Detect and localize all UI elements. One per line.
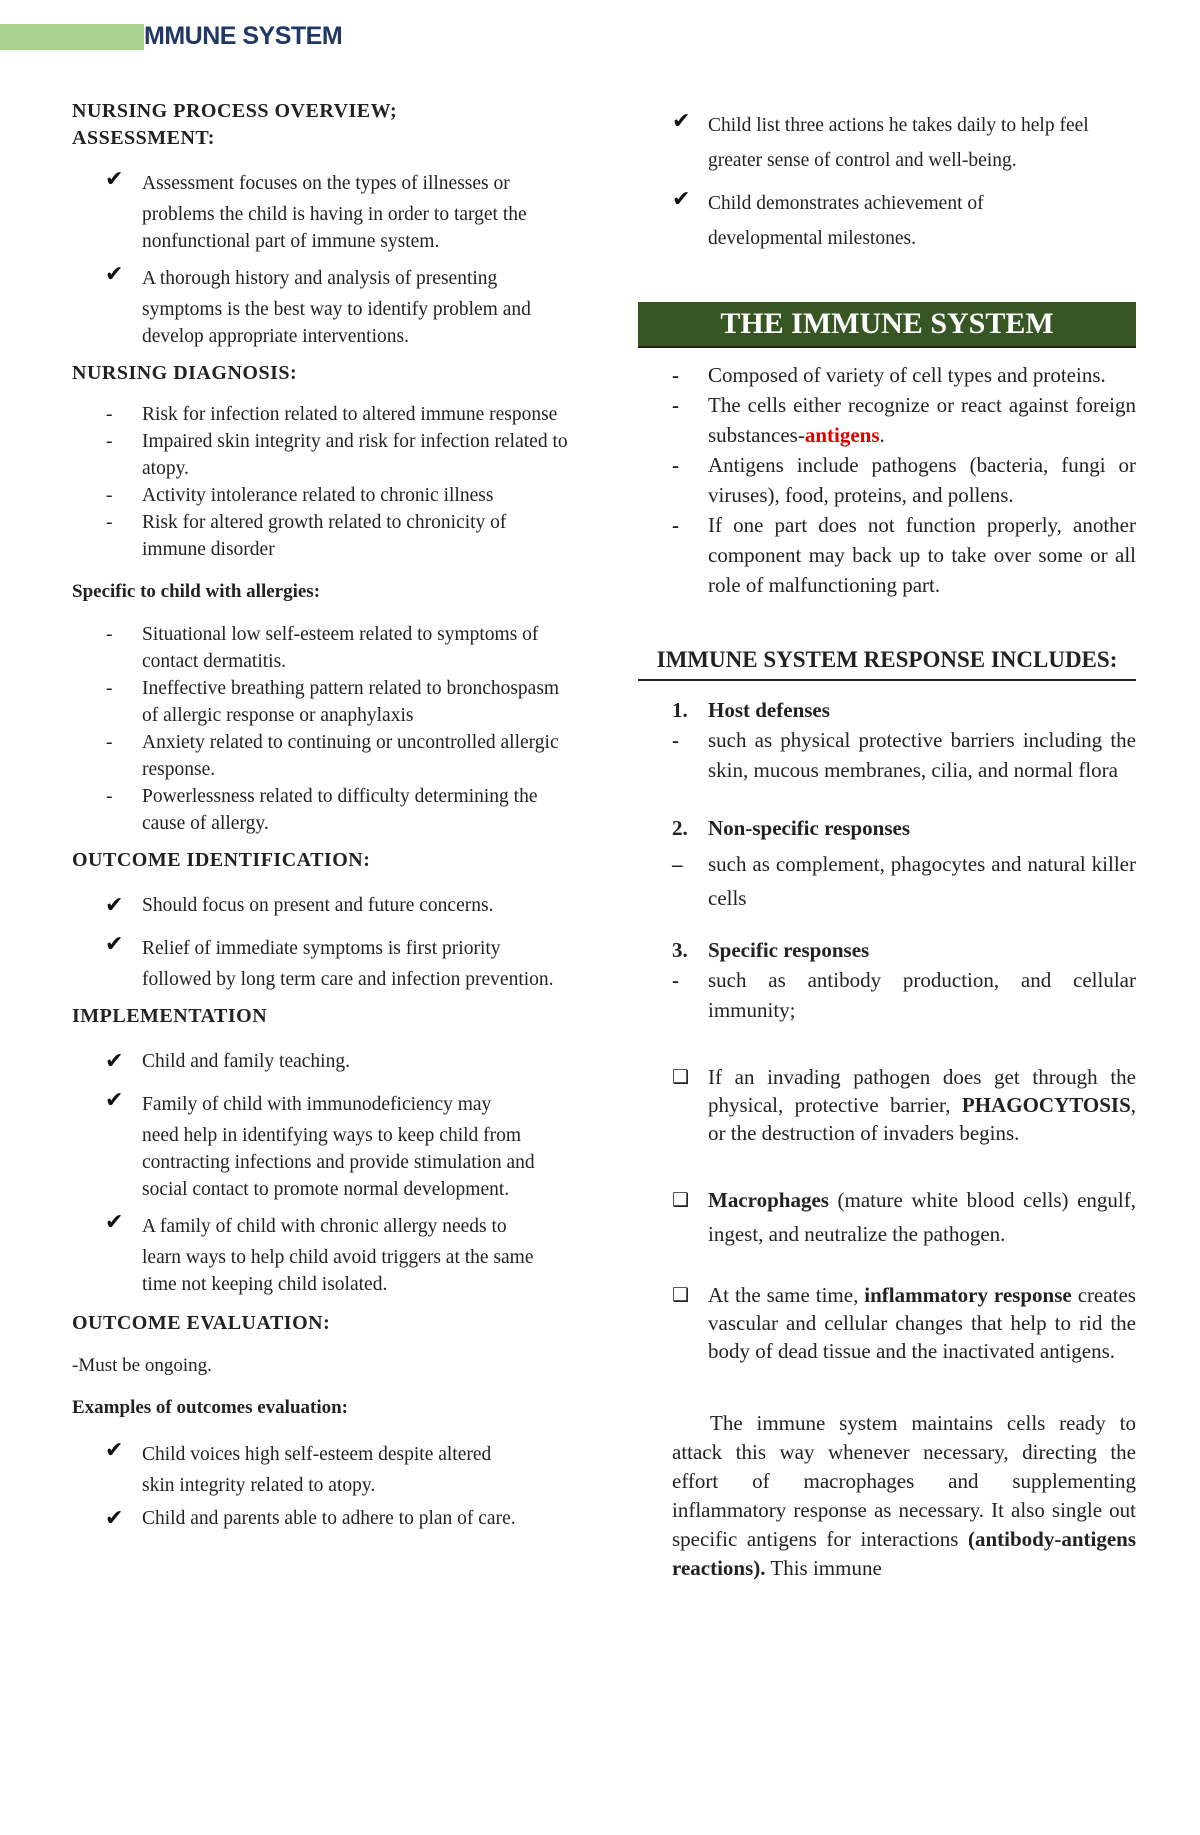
checkmark-icon: ✔ (672, 109, 691, 134)
immune-system-list (670, 360, 1136, 600)
checkmark-icon: ✔ (105, 167, 124, 192)
outcome-examples-continued-list (670, 108, 1136, 256)
overview-heading: NURSING PROCESS OVERVIEW; (72, 100, 398, 122)
list-item: - Powerlessness related to difficulty determining the cause of allergy. (106, 786, 538, 834)
diagnosis-heading: NURSING DIAGNOSIS: (72, 362, 298, 384)
implementation-heading: IMPLEMENTATION (72, 1005, 268, 1027)
response-title: IMMUNE SYSTEM RESPONSE INCLUDES: (638, 644, 1136, 681)
box-bullet-icon: ❑ (672, 1284, 690, 1306)
examples-heading: Examples of outcomes evaluation: (72, 1397, 349, 1418)
box-bullet-icon: ❑ (672, 1066, 690, 1088)
examples-list (72, 1437, 572, 1532)
box-item-inflammatory: ❑ At the same time, inflammatory response creates vascular and cellular changes that help to rid the body of dead tissue and the inactivated antigens. (672, 1283, 1136, 1363)
box-bullet-icon: ❑ (672, 1189, 690, 1211)
checkmark-icon: ✔ (105, 1088, 124, 1113)
outcome-evaluation-heading: OUTCOME EVALUATION: (72, 1312, 331, 1334)
closing-paragraph: The immune system maintains cells ready to attack this way whenever necessary, directing the effort of macrophages and supplementing inflammatory response as necessary. It also single out specific antigens for interactions (antibody-antigens reactions). This immune (672, 1411, 1136, 1580)
allergy-heading: Specific to child with allergies: (72, 581, 321, 602)
list-item: - Anxiety related to continuing or uncontrolled allergic response. (106, 732, 559, 780)
list-item: ✔ Should focus on present and future concerns. (105, 893, 494, 918)
antigens-highlight: antigens (804, 423, 880, 447)
evaluation-note: -Must be ongoing. (72, 1355, 212, 1376)
list-item: ✔ A thorough history and analysis of presenting symptoms is the best way to identify problem and develop appropriate interventions. (105, 262, 531, 347)
list-item: - Antigens include pathogens (bacteria, fungi or viruses), food, proteins, and pollens. (672, 453, 1136, 507)
list-item: - Risk for altered growth related to chronicity of immune disorder (106, 512, 507, 560)
checkmark-icon: ✔ (105, 1506, 124, 1531)
allergy-list (72, 621, 572, 837)
assessment-list (72, 166, 572, 350)
checkmark-icon: ✔ (105, 893, 124, 918)
list-item: ✔ A family of child with chronic allergy needs to learn ways to help child avoid triggers at the same time not keeping child isolated. (105, 1210, 534, 1295)
list-item: - Impaired skin integrity and risk for infection related to atopy. (106, 431, 568, 479)
list-item: - If one part does not function properly, another component may back up to take over some or all role of malfunctioning part. (672, 513, 1136, 597)
page-header-title: MMUNE SYSTEM (144, 22, 343, 50)
list-item: - Ineffective breathing pattern related to bronchospasm of allergic response or anaphylaxis (106, 678, 560, 726)
checkmark-icon: ✔ (105, 932, 124, 957)
checkmark-icon: ✔ (105, 1438, 124, 1463)
list-item: ✔ Relief of immediate symptoms is first priority followed by long term care and infection prevention. (105, 932, 554, 990)
list-item: ✔ Child demonstrates achievement of developmental milestones. (672, 187, 984, 249)
box-item-phagocytosis: ❑ If an invading pathogen does get through the physical, protective barrier, PHAGOCYTOSIS, or the destruction of invaders begins. (672, 1065, 1136, 1145)
response-3: 3. Specific responses - such as antibody production, and cellular immunity; (670, 935, 1136, 1025)
outcome-identification-heading: OUTCOME IDENTIFICATION: (72, 849, 371, 871)
list-item: - Risk for infection related to altered immune response (106, 404, 558, 425)
box-item-macrophages: ❑ Macrophages (mature white blood cells) engulf, ingest, and neutralize the pathogen. (670, 1183, 1136, 1251)
response-2: 2. Non-specific responses – such as complement, phagocytes and natural killer cells (670, 813, 1136, 915)
list-item: - The cells either recognize or react against foreign substances-antigens. (672, 393, 1136, 447)
list-item: - such as antibody production, and cellular immunity; (672, 968, 1136, 1022)
section-banner: THE IMMUNE SYSTEM (638, 302, 1136, 348)
list-item: ✔ Child list three actions he takes daily to help feel greater sense of control and well-being. (672, 109, 1089, 171)
list-item: ✔ Assessment focuses on the types of illnesses or problems the child is having in order to target the nonfunctional part of immune system. (105, 167, 527, 252)
checkmark-icon: ✔ (105, 262, 124, 287)
checkmark-icon: ✔ (672, 187, 691, 212)
list-item: ✔ Child and family teaching. (105, 1049, 350, 1074)
outcome-identification-list (72, 892, 572, 993)
checkmark-icon: ✔ (105, 1049, 124, 1074)
list-item: ✔ Child and parents able to adhere to plan of care. (105, 1506, 516, 1531)
list-item: - Activity intolerance related to chronic illness (106, 485, 494, 506)
list-item: – such as complement, phagocytes and natural killer cells (672, 852, 1136, 910)
left-column (72, 98, 572, 1532)
list-item: - such as physical protective barriers including the skin, mucous membranes, cilia, and normal flora (672, 728, 1136, 782)
diagnosis-list (72, 401, 572, 563)
response-1: 1. Host defenses - such as physical protective barriers including the skin, mucous membranes, cilia, and normal flora (670, 695, 1136, 785)
right-column (656, 108, 1136, 1583)
list-item: ✔ Child voices high self-esteem despite altered skin integrity related to atopy. (105, 1438, 492, 1496)
assessment-heading: ASSESSMENT: (72, 127, 215, 149)
list-item: ✔ Family of child with immunodeficiency may need help in identifying ways to keep child from contracting infections and provide stimulation and social contact to promote normal development. (105, 1088, 535, 1200)
implementation-list (72, 1048, 572, 1298)
checkmark-icon: ✔ (105, 1210, 124, 1235)
list-item: - Composed of variety of cell types and proteins. (672, 363, 1106, 387)
header-accent-bar (0, 24, 144, 50)
list-item: - Situational low self-esteem related to symptoms of contact dermatitis. (106, 624, 539, 672)
